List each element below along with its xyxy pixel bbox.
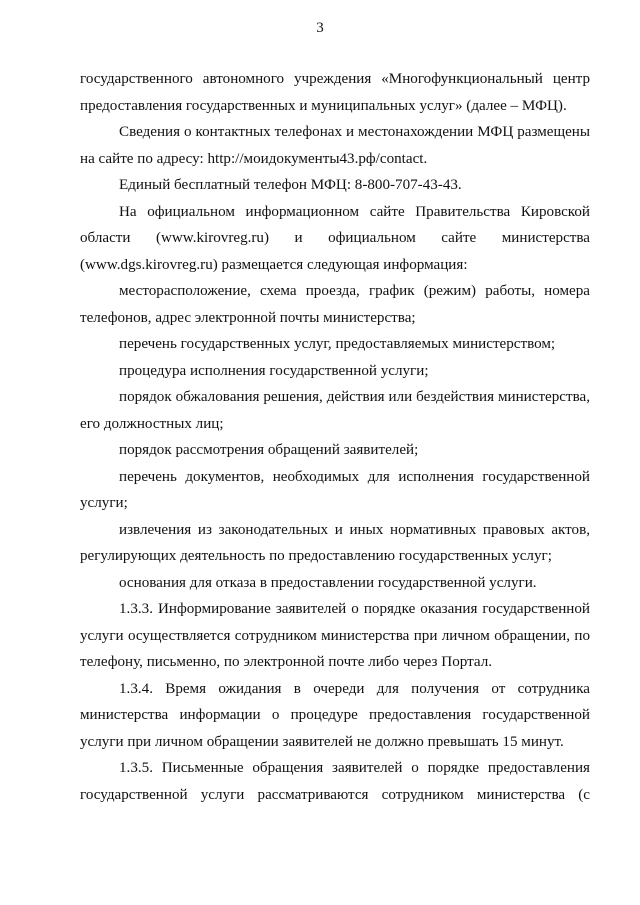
page-number: 3 <box>316 20 324 36</box>
paragraph-websites: На официальном информационном сайте Правительства Кировской области (www.kirovreg.ru) и официальном сайте министерства (www.dgs.kirovreg.ru) размещается следующая информация: <box>80 203 590 273</box>
paragraph-documents-list: перечень документов, необходимых для исполнения государственной услуги; <box>80 468 590 511</box>
paragraph-procedure: процедура исполнения государственной услуги; <box>119 362 429 379</box>
paragraph-mfc-contacts: Сведения о контактных телефонах и местонахождении МФЦ размещены на сайте по адресу: http://моидокументы43.рф/contact. <box>80 124 590 167</box>
paragraph-mfc-phone: Единый бесплатный телефон МФЦ: 8-800-707-43-43. <box>119 177 462 193</box>
paragraph-services-list: перечень государственных услуг, предоставляемых министерством; <box>119 336 556 352</box>
paragraph-location-info: месторасположение, схема проезда, график (режим) работы, номера телефонов, адрес электронной почты министерства; <box>80 283 590 326</box>
paragraph-appeal-order: порядок обжалования решения, действия или бездействия министерства, его должностных лиц; <box>80 389 590 432</box>
paragraph-refusal-grounds: основания для отказа в предоставлении государственной услуги. <box>119 574 537 591</box>
document-body <box>80 66 590 808</box>
paragraph-section-1-3-3: 1.3.3. Информирование заявителей о порядке оказания государственной услуги осуществляется сотрудником министерства при личном обращении, по телефону, письменно, по электронной почте либо через Портал. <box>80 601 590 670</box>
paragraph-section-1-3-4: 1.3.4. Время ожидания в очереди для получения от сотрудника министерства информации о процедуре предоставления государственной услуги при личном обращении заявителей не должно превышать 15 минут. <box>80 680 590 750</box>
paragraph-review-order: порядок рассмотрения обращений заявителей; <box>119 442 419 458</box>
paragraph-legal-extracts: извлечения из законодательных и иных нормативных правовых актов, регулирующих деятельность по предоставлению государственных услуг; <box>80 521 590 564</box>
paragraph-mfc-name: государственного автономного учреждения «Многофункциональный центр предоставления государственных и муниципальных услуг» (далее – МФЦ). <box>80 71 590 114</box>
paragraph-section-1-3-5: 1.3.5. Письменные обращения заявителей о порядке предоставления государственной услуги рассматриваются сотрудником министерства (с <box>80 760 590 803</box>
